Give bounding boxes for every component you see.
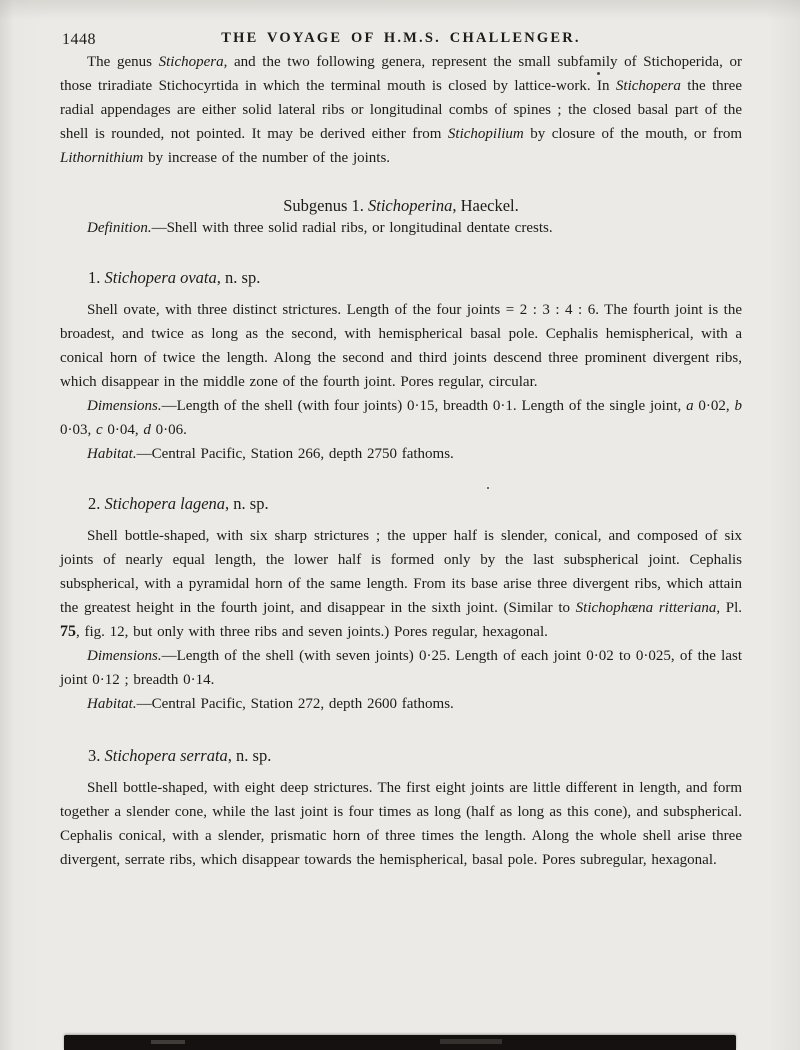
page-header (60, 30, 742, 50)
running-title: THE VOYAGE OF H.M.S. CHALLENGER. (221, 30, 581, 46)
subgenus-heading: Subgenus 1. Stichoperina, Haeckel. (283, 196, 519, 215)
species-1-habitat: Habitat.—Central Pacific, Station 266, depth 2750 fathoms. (87, 446, 454, 462)
species-section-ovata (60, 268, 742, 466)
species-2-dimensions: Dimensions.—Length of the shell (with seven joints) 0·25. Length of each joint 0·02 to 0·025, of the last joint 0·12 ; breadth 0·14. (60, 648, 742, 688)
species-1-heading: 1. Stichopera ovata, n. sp. (88, 268, 261, 287)
species-2-description: Shell bottle-shaped, with six sharp strictures ; the upper half is slender, conical, and composed of six joints of nearly equal length, the lower half is formed only by the last subspherical joint. Cephalis subspherical, with a pyramidal horn of the same length. From its base arise three divergent ribs, which attain the greatest height in the fourth joint, and disappear in the sixth joint. (Similar to Stichophæna ritteriana, Pl. 75, fig. 12, but only with three ribs and seven joints.) Pores regular, hexagonal. (60, 528, 742, 640)
species-3-heading: 3. Stichopera serrata, n. sp. (88, 746, 272, 765)
species-1-dimensions: Dimensions.—Length of the shell (with four joints) 0·15, breadth 0·1. Length of the single joint, a 0·02, b 0·03, c 0·04, d 0·06. (60, 398, 742, 438)
scan-artifact-bar (64, 1035, 736, 1050)
species-2-habitat: Habitat.—Central Pacific, Station 272, depth 2600 fathoms. (87, 696, 454, 712)
page-number: 1448 (62, 31, 96, 48)
species-3-description: Shell bottle-shaped, with eight deep strictures. The first eight joints are little different in length, and form together a slender cone, while the last joint is four times as long (half as long as this cone), and subspherical. Cephalis conical, with a slender, prismatic horn of three times the length. Along the whole shell arise three divergent, serrate ribs, which disappear towards the hemispherical, basal pole. Pores subregular, hexagonal. (60, 780, 742, 868)
species-1-description: Shell ovate, with three distinct strictures. Length of the four joints = 2 : 3 : 4 : 6. The fourth joint is the broadest, and twice as long as the second, with hemispherical basal pole. Cephalis hemispherical, with a conical horn of twice the length. Along the second and third joints descend three prominent divergent ribs, which disappear in the middle zone of the fourth joint. Pores regular, circular. (60, 302, 742, 390)
scan-speck (597, 72, 600, 75)
intro-paragraph: The genus Stichopera, and the two following genera, represent the small subfamily of Stichoperida, or those triradiate Stichocyrtida in which the terminal mouth is closed by lattice-work. In Stichopera the three radial appendages are either solid lateral ribs or longitudinal combs of spines ; the closed basal part of the shell is rounded, not pointed. It may be derived either from Stichopilium by closure of the mouth, or from Lithornithium by increase of the number of the joints. (60, 54, 742, 166)
definition-paragraph: Definition.—Shell with three solid radial ribs, or longitudinal dentate crests. (87, 220, 553, 236)
species-section-lagena (60, 494, 742, 716)
scan-speck (487, 487, 489, 489)
species-2-heading: 2. Stichopera lagena, n. sp. (88, 494, 269, 513)
species-section-serrata (60, 746, 742, 872)
